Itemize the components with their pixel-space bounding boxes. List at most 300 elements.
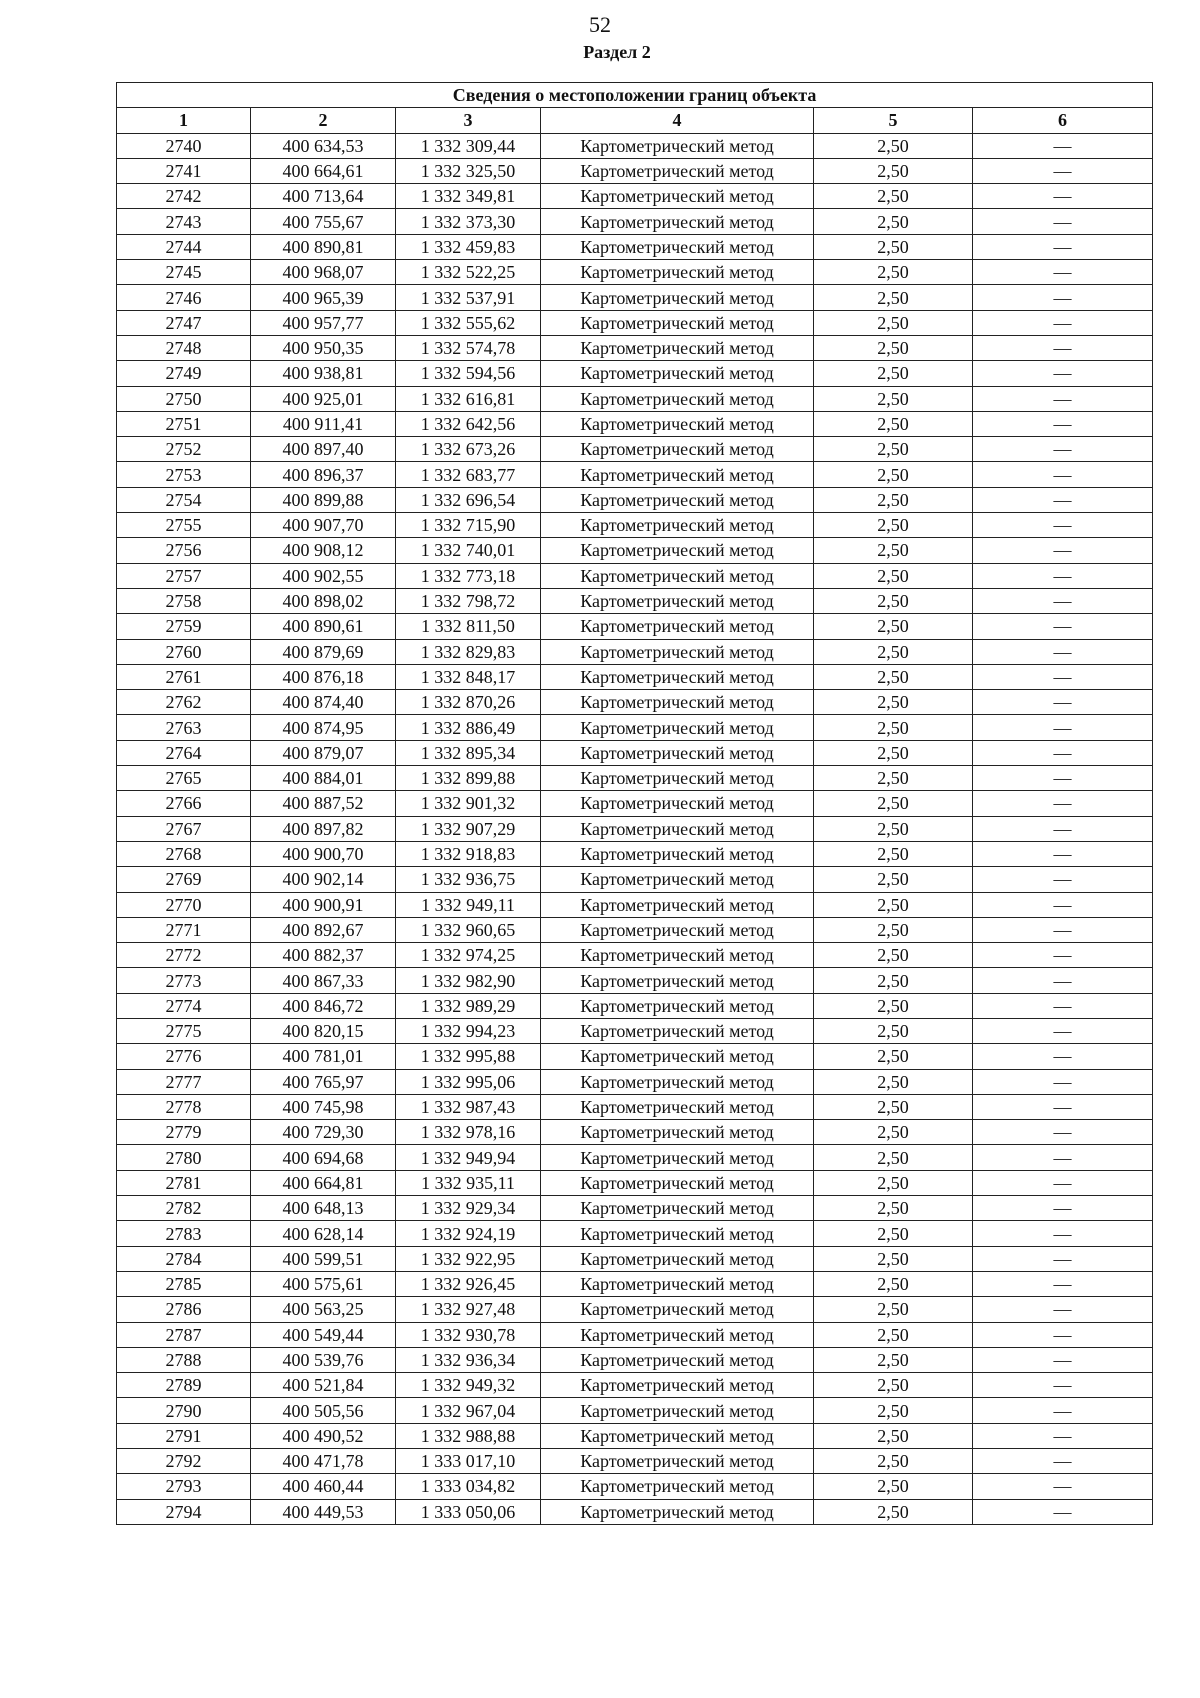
table-row (117, 1499, 1153, 1524)
accuracy-cell: 2,50 (814, 1145, 973, 1170)
method-cell: Картометрический метод (541, 1297, 814, 1322)
point-number-cell: 2751 (117, 411, 251, 436)
note-cell: — (973, 943, 1153, 968)
note-cell: — (973, 335, 1153, 360)
method-cell: Картометрический метод (541, 437, 814, 462)
point-number-cell: 2750 (117, 386, 251, 411)
method-cell: Картометрический метод (541, 1196, 814, 1221)
accuracy-cell: 2,50 (814, 1297, 973, 1322)
point-number-cell: 2745 (117, 260, 251, 285)
accuracy-cell: 2,50 (814, 664, 973, 689)
table-row (117, 943, 1153, 968)
table-row (117, 1297, 1153, 1322)
accuracy-cell: 2,50 (814, 260, 973, 285)
note-cell: — (973, 892, 1153, 917)
table-row (117, 664, 1153, 689)
method-cell: Картометрический метод (541, 184, 814, 209)
method-cell: Картометрический метод (541, 234, 814, 259)
x-coordinate-cell: 400 820,15 (251, 1018, 396, 1043)
point-number-cell: 2768 (117, 841, 251, 866)
y-coordinate-cell: 1 332 715,90 (396, 513, 541, 538)
method-cell: Картометрический метод (541, 841, 814, 866)
x-coordinate-cell: 400 505,56 (251, 1398, 396, 1423)
table-row (117, 639, 1153, 664)
point-number-cell: 2780 (117, 1145, 251, 1170)
point-number-cell: 2763 (117, 715, 251, 740)
accuracy-cell: 2,50 (814, 462, 973, 487)
table-row (117, 310, 1153, 335)
point-number-cell: 2778 (117, 1094, 251, 1119)
method-cell: Картометрический метод (541, 361, 814, 386)
table-row (117, 1120, 1153, 1145)
table-row (117, 234, 1153, 259)
table-row (117, 563, 1153, 588)
x-coordinate-cell: 400 965,39 (251, 285, 396, 310)
table-row (117, 462, 1153, 487)
point-number-cell: 2775 (117, 1018, 251, 1043)
y-coordinate-cell: 1 332 773,18 (396, 563, 541, 588)
method-cell: Картометрический метод (541, 386, 814, 411)
accuracy-cell: 2,50 (814, 184, 973, 209)
accuracy-cell: 2,50 (814, 867, 973, 892)
method-cell: Картометрический метод (541, 1018, 814, 1043)
x-coordinate-cell: 400 539,76 (251, 1347, 396, 1372)
method-cell: Картометрический метод (541, 1347, 814, 1372)
accuracy-cell: 2,50 (814, 1271, 973, 1296)
x-coordinate-cell: 400 460,44 (251, 1474, 396, 1499)
y-coordinate-cell: 1 332 982,90 (396, 968, 541, 993)
y-coordinate-cell: 1 332 988,88 (396, 1423, 541, 1448)
point-number-cell: 2765 (117, 766, 251, 791)
x-coordinate-cell: 400 968,07 (251, 260, 396, 285)
point-number-cell: 2786 (117, 1297, 251, 1322)
accuracy-cell: 2,50 (814, 563, 973, 588)
x-coordinate-cell: 400 563,25 (251, 1297, 396, 1322)
note-cell: — (973, 386, 1153, 411)
point-number-cell: 2767 (117, 816, 251, 841)
point-number-cell: 2777 (117, 1069, 251, 1094)
x-coordinate-cell: 400 890,81 (251, 234, 396, 259)
table-row (117, 335, 1153, 360)
x-coordinate-cell: 400 902,55 (251, 563, 396, 588)
method-cell: Картометрический метод (541, 1120, 814, 1145)
table-row (117, 133, 1153, 158)
accuracy-cell: 2,50 (814, 1120, 973, 1145)
x-coordinate-cell: 400 755,67 (251, 209, 396, 234)
point-number-cell: 2753 (117, 462, 251, 487)
note-cell: — (973, 234, 1153, 259)
accuracy-cell: 2,50 (814, 513, 973, 538)
note-cell: — (973, 260, 1153, 285)
point-number-cell: 2743 (117, 209, 251, 234)
accuracy-cell: 2,50 (814, 1196, 973, 1221)
accuracy-cell: 2,50 (814, 1398, 973, 1423)
y-coordinate-cell: 1 332 798,72 (396, 588, 541, 613)
table-row (117, 1322, 1153, 1347)
x-coordinate-cell: 400 950,35 (251, 335, 396, 360)
y-coordinate-cell: 1 332 960,65 (396, 917, 541, 942)
accuracy-cell: 2,50 (814, 690, 973, 715)
note-cell: — (973, 639, 1153, 664)
table-caption: Сведения о местоположении границ объекта (117, 83, 1153, 108)
table-row (117, 1069, 1153, 1094)
method-cell: Картометрический метод (541, 993, 814, 1018)
column-header: 4 (541, 108, 814, 133)
table-row (117, 690, 1153, 715)
section-title: Раздел 2 (583, 42, 651, 62)
y-coordinate-cell: 1 332 924,19 (396, 1221, 541, 1246)
y-coordinate-cell: 1 332 555,62 (396, 310, 541, 335)
method-cell: Картометрический метод (541, 917, 814, 942)
point-number-cell: 2790 (117, 1398, 251, 1423)
method-cell: Картометрический метод (541, 766, 814, 791)
note-cell: — (973, 715, 1153, 740)
note-cell: — (973, 133, 1153, 158)
method-cell: Картометрический метод (541, 1499, 814, 1524)
method-cell: Картометрический метод (541, 1271, 814, 1296)
method-cell: Картометрический метод (541, 260, 814, 285)
method-cell: Картометрический метод (541, 1094, 814, 1119)
point-number-cell: 2782 (117, 1196, 251, 1221)
note-cell: — (973, 841, 1153, 866)
table-row (117, 1474, 1153, 1499)
point-number-cell: 2792 (117, 1449, 251, 1474)
table-row (117, 715, 1153, 740)
accuracy-cell: 2,50 (814, 993, 973, 1018)
x-coordinate-cell: 400 882,37 (251, 943, 396, 968)
method-cell: Картометрический метод (541, 411, 814, 436)
y-coordinate-cell: 1 332 673,26 (396, 437, 541, 462)
y-coordinate-cell: 1 332 994,23 (396, 1018, 541, 1043)
table-row (117, 411, 1153, 436)
table-row (117, 766, 1153, 791)
accuracy-cell: 2,50 (814, 917, 973, 942)
accuracy-cell: 2,50 (814, 158, 973, 183)
point-number-cell: 2783 (117, 1221, 251, 1246)
x-coordinate-cell: 400 575,61 (251, 1271, 396, 1296)
x-coordinate-cell: 400 521,84 (251, 1373, 396, 1398)
accuracy-cell: 2,50 (814, 740, 973, 765)
point-number-cell: 2740 (117, 133, 251, 158)
note-cell: — (973, 993, 1153, 1018)
point-number-cell: 2788 (117, 1347, 251, 1372)
point-number-cell: 2760 (117, 639, 251, 664)
point-number-cell: 2749 (117, 361, 251, 386)
point-number-cell: 2755 (117, 513, 251, 538)
point-number-cell: 2747 (117, 310, 251, 335)
accuracy-cell: 2,50 (814, 588, 973, 613)
table-row (117, 1094, 1153, 1119)
y-coordinate-cell: 1 332 325,50 (396, 158, 541, 183)
note-cell: — (973, 1145, 1153, 1170)
y-coordinate-cell: 1 332 616,81 (396, 386, 541, 411)
table-row (117, 1449, 1153, 1474)
note-cell: — (973, 1170, 1153, 1195)
method-cell: Картометрический метод (541, 1145, 814, 1170)
x-coordinate-cell: 400 694,68 (251, 1145, 396, 1170)
table-row (117, 437, 1153, 462)
accuracy-cell: 2,50 (814, 1499, 973, 1524)
y-coordinate-cell: 1 332 930,78 (396, 1322, 541, 1347)
method-cell: Картометрический метод (541, 1044, 814, 1069)
x-coordinate-cell: 400 896,37 (251, 462, 396, 487)
note-cell: — (973, 664, 1153, 689)
accuracy-cell: 2,50 (814, 1373, 973, 1398)
accuracy-cell: 2,50 (814, 361, 973, 386)
method-cell: Картометрический метод (541, 791, 814, 816)
y-coordinate-cell: 1 332 987,43 (396, 1094, 541, 1119)
y-coordinate-cell: 1 333 050,06 (396, 1499, 541, 1524)
note-cell: — (973, 1044, 1153, 1069)
point-number-cell: 2756 (117, 538, 251, 563)
method-cell: Картометрический метод (541, 209, 814, 234)
accuracy-cell: 2,50 (814, 1221, 973, 1246)
y-coordinate-cell: 1 332 309,44 (396, 133, 541, 158)
point-number-cell: 2744 (117, 234, 251, 259)
x-coordinate-cell: 400 449,53 (251, 1499, 396, 1524)
note-cell: — (973, 487, 1153, 512)
y-coordinate-cell: 1 332 935,11 (396, 1170, 541, 1195)
note-cell: — (973, 1373, 1153, 1398)
accuracy-cell: 2,50 (814, 133, 973, 158)
accuracy-cell: 2,50 (814, 943, 973, 968)
method-cell: Картометрический метод (541, 1069, 814, 1094)
method-cell: Картометрический метод (541, 1449, 814, 1474)
accuracy-cell: 2,50 (814, 715, 973, 740)
note-cell: — (973, 462, 1153, 487)
method-cell: Картометрический метод (541, 1474, 814, 1499)
x-coordinate-cell: 400 599,51 (251, 1246, 396, 1271)
table-row (117, 1347, 1153, 1372)
table-row (117, 816, 1153, 841)
table-row (117, 386, 1153, 411)
note-cell: — (973, 209, 1153, 234)
point-number-cell: 2770 (117, 892, 251, 917)
note-cell: — (973, 411, 1153, 436)
x-coordinate-cell: 400 745,98 (251, 1094, 396, 1119)
method-cell: Картометрический метод (541, 664, 814, 689)
point-number-cell: 2789 (117, 1373, 251, 1398)
note-cell: — (973, 1221, 1153, 1246)
x-coordinate-cell: 400 664,81 (251, 1170, 396, 1195)
y-coordinate-cell: 1 332 522,25 (396, 260, 541, 285)
note-cell: — (973, 1474, 1153, 1499)
accuracy-cell: 2,50 (814, 335, 973, 360)
note-cell: — (973, 184, 1153, 209)
note-cell: — (973, 917, 1153, 942)
method-cell: Картометрический метод (541, 1246, 814, 1271)
note-cell: — (973, 310, 1153, 335)
column-header: 6 (973, 108, 1153, 133)
note-cell: — (973, 791, 1153, 816)
point-number-cell: 2773 (117, 968, 251, 993)
x-coordinate-cell: 400 634,53 (251, 133, 396, 158)
y-coordinate-cell: 1 332 926,45 (396, 1271, 541, 1296)
y-coordinate-cell: 1 332 907,29 (396, 816, 541, 841)
point-number-cell: 2781 (117, 1170, 251, 1195)
note-cell: — (973, 1094, 1153, 1119)
x-coordinate-cell: 400 765,97 (251, 1069, 396, 1094)
accuracy-cell: 2,50 (814, 285, 973, 310)
x-coordinate-cell: 400 897,40 (251, 437, 396, 462)
note-cell: — (973, 1196, 1153, 1221)
x-coordinate-cell: 400 879,07 (251, 740, 396, 765)
accuracy-cell: 2,50 (814, 1347, 973, 1372)
note-cell: — (973, 437, 1153, 462)
x-coordinate-cell: 400 664,61 (251, 158, 396, 183)
table-row (117, 487, 1153, 512)
x-coordinate-cell: 400 938,81 (251, 361, 396, 386)
y-coordinate-cell: 1 332 886,49 (396, 715, 541, 740)
note-cell: — (973, 1018, 1153, 1043)
x-coordinate-cell: 400 884,01 (251, 766, 396, 791)
y-coordinate-cell: 1 332 642,56 (396, 411, 541, 436)
table-row (117, 1271, 1153, 1296)
point-number-cell: 2742 (117, 184, 251, 209)
table-row (117, 740, 1153, 765)
point-number-cell: 2748 (117, 335, 251, 360)
y-coordinate-cell: 1 332 978,16 (396, 1120, 541, 1145)
point-number-cell: 2764 (117, 740, 251, 765)
note-cell: — (973, 1297, 1153, 1322)
note-cell: — (973, 361, 1153, 386)
accuracy-cell: 2,50 (814, 892, 973, 917)
note-cell: — (973, 614, 1153, 639)
x-coordinate-cell: 400 781,01 (251, 1044, 396, 1069)
x-coordinate-cell: 400 907,70 (251, 513, 396, 538)
table-row (117, 260, 1153, 285)
accuracy-cell: 2,50 (814, 1044, 973, 1069)
x-coordinate-cell: 400 900,70 (251, 841, 396, 866)
x-coordinate-cell: 400 892,67 (251, 917, 396, 942)
point-number-cell: 2793 (117, 1474, 251, 1499)
y-coordinate-cell: 1 332 870,26 (396, 690, 541, 715)
accuracy-cell: 2,50 (814, 1423, 973, 1448)
note-cell: — (973, 588, 1153, 613)
point-number-cell: 2787 (117, 1322, 251, 1347)
note-cell: — (973, 1449, 1153, 1474)
method-cell: Картометрический метод (541, 943, 814, 968)
point-number-cell: 2791 (117, 1423, 251, 1448)
note-cell: — (973, 1271, 1153, 1296)
accuracy-cell: 2,50 (814, 386, 973, 411)
y-coordinate-cell: 1 332 811,50 (396, 614, 541, 639)
table-row (117, 1398, 1153, 1423)
x-coordinate-cell: 400 648,13 (251, 1196, 396, 1221)
note-cell: — (973, 1322, 1153, 1347)
point-number-cell: 2779 (117, 1120, 251, 1145)
x-coordinate-cell: 400 908,12 (251, 538, 396, 563)
table-header-row (117, 108, 1153, 133)
x-coordinate-cell: 400 900,91 (251, 892, 396, 917)
method-cell: Картометрический метод (541, 892, 814, 917)
x-coordinate-cell: 400 729,30 (251, 1120, 396, 1145)
y-coordinate-cell: 1 332 967,04 (396, 1398, 541, 1423)
x-coordinate-cell: 400 846,72 (251, 993, 396, 1018)
x-coordinate-cell: 400 490,52 (251, 1423, 396, 1448)
accuracy-cell: 2,50 (814, 968, 973, 993)
method-cell: Картометрический метод (541, 690, 814, 715)
point-number-cell: 2752 (117, 437, 251, 462)
point-number-cell: 2758 (117, 588, 251, 613)
y-coordinate-cell: 1 332 927,48 (396, 1297, 541, 1322)
y-coordinate-cell: 1 332 574,78 (396, 335, 541, 360)
table-row (117, 538, 1153, 563)
accuracy-cell: 2,50 (814, 1449, 973, 1474)
method-cell: Картометрический метод (541, 614, 814, 639)
table-row (117, 513, 1153, 538)
method-cell: Картометрический метод (541, 335, 814, 360)
note-cell: — (973, 766, 1153, 791)
point-number-cell: 2741 (117, 158, 251, 183)
y-coordinate-cell: 1 332 995,06 (396, 1069, 541, 1094)
point-number-cell: 2762 (117, 690, 251, 715)
x-coordinate-cell: 400 902,14 (251, 867, 396, 892)
y-coordinate-cell: 1 332 995,88 (396, 1044, 541, 1069)
x-coordinate-cell: 400 898,02 (251, 588, 396, 613)
x-coordinate-cell: 400 890,61 (251, 614, 396, 639)
method-cell: Картометрический метод (541, 715, 814, 740)
method-cell: Картометрический метод (541, 1170, 814, 1195)
y-coordinate-cell: 1 332 901,32 (396, 791, 541, 816)
table-row (117, 867, 1153, 892)
method-cell: Картометрический метод (541, 133, 814, 158)
x-coordinate-cell: 400 879,69 (251, 639, 396, 664)
accuracy-cell: 2,50 (814, 487, 973, 512)
table-row (117, 1423, 1153, 1448)
accuracy-cell: 2,50 (814, 614, 973, 639)
point-number-cell: 2774 (117, 993, 251, 1018)
note-cell: — (973, 867, 1153, 892)
method-cell: Картометрический метод (541, 968, 814, 993)
y-coordinate-cell: 1 332 740,01 (396, 538, 541, 563)
point-number-cell: 2759 (117, 614, 251, 639)
accuracy-cell: 2,50 (814, 209, 973, 234)
x-coordinate-cell: 400 874,95 (251, 715, 396, 740)
point-number-cell: 2769 (117, 867, 251, 892)
y-coordinate-cell: 1 332 949,94 (396, 1145, 541, 1170)
accuracy-cell: 2,50 (814, 234, 973, 259)
accuracy-cell: 2,50 (814, 639, 973, 664)
table-caption-row (117, 83, 1153, 108)
y-coordinate-cell: 1 332 949,32 (396, 1373, 541, 1398)
point-number-cell: 2785 (117, 1271, 251, 1296)
table-row (117, 1221, 1153, 1246)
note-cell: — (973, 1246, 1153, 1271)
accuracy-cell: 2,50 (814, 1094, 973, 1119)
y-coordinate-cell: 1 333 017,10 (396, 1449, 541, 1474)
table-row (117, 1196, 1153, 1221)
method-cell: Картометрический метод (541, 740, 814, 765)
y-coordinate-cell: 1 332 537,91 (396, 285, 541, 310)
point-number-cell: 2766 (117, 791, 251, 816)
x-coordinate-cell: 400 911,41 (251, 411, 396, 436)
table-row (117, 361, 1153, 386)
method-cell: Картометрический метод (541, 1423, 814, 1448)
y-coordinate-cell: 1 333 034,82 (396, 1474, 541, 1499)
table-row (117, 1018, 1153, 1043)
x-coordinate-cell: 400 713,64 (251, 184, 396, 209)
table-row (117, 1373, 1153, 1398)
y-coordinate-cell: 1 332 895,34 (396, 740, 541, 765)
table-row (117, 1170, 1153, 1195)
method-cell: Картометрический метод (541, 285, 814, 310)
point-number-cell: 2772 (117, 943, 251, 968)
boundary-table (116, 82, 1153, 1525)
accuracy-cell: 2,50 (814, 1474, 973, 1499)
method-cell: Картометрический метод (541, 639, 814, 664)
y-coordinate-cell: 1 332 936,34 (396, 1347, 541, 1372)
